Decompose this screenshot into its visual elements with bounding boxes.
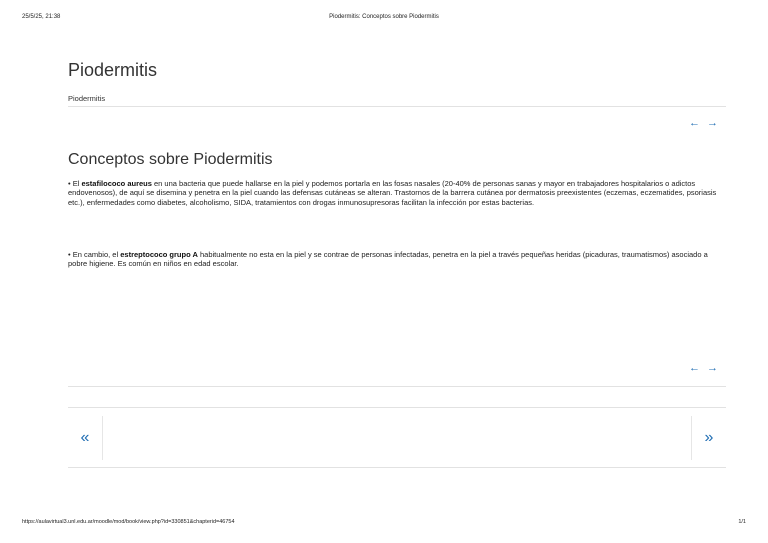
- paragraph-bold-term: estreptococo grupo A: [120, 250, 198, 259]
- chapter-nav-bottom: [689, 362, 720, 374]
- print-datetime: 25/5/25, 21:38: [22, 14, 61, 20]
- print-header: [22, 14, 746, 24]
- next-chapter-icon[interactable]: →: [707, 362, 720, 374]
- prev-chapter-icon[interactable]: ←: [688, 362, 702, 374]
- print-url: https://aulavirtual3.unl.edu.ar/moodle/mod/book/view.php?id=330851&chapterid=46754: [22, 519, 235, 525]
- print-doc-title: Piodermitis: Conceptos sobre Piodermitis: [329, 14, 439, 20]
- divider: [68, 386, 726, 387]
- prev-chapter-icon[interactable]: ←: [688, 117, 702, 129]
- next-page-button[interactable]: »: [691, 416, 726, 460]
- bottom-navigation: [68, 408, 726, 468]
- chapter-nav-top: [689, 117, 720, 129]
- print-footer: [22, 519, 746, 529]
- paragraph-lead: • En cambio, el: [68, 250, 121, 259]
- next-chapter-icon[interactable]: →: [707, 117, 720, 129]
- page-number: 1/1: [738, 519, 746, 525]
- divider: [68, 106, 726, 107]
- divider: [68, 467, 726, 468]
- book-title: Piodermitis: [68, 60, 158, 80]
- paragraph-lead: • El: [68, 179, 82, 188]
- chapter-title: Conceptos sobre Piodermitis: [68, 151, 273, 168]
- paragraph-text: habitualmente no esta en la piel y se contrae de personas infectadas, penetra en la piel a través pequeñas heridas (picaduras, traumatismos) asociado a pobre higiene. Es común en niños en edad escolar.: [68, 250, 708, 269]
- paragraph-bold-term: estafilococo aureus: [81, 179, 152, 188]
- paragraph-staphylococcus: [68, 179, 726, 207]
- previous-page-button[interactable]: «: [68, 416, 103, 460]
- breadcrumb[interactable]: Piodermitis: [68, 94, 106, 103]
- paragraph-streptococcus: [68, 250, 726, 269]
- paragraph-text: en una bacteria que puede hallarse en la piel y podemos portarla en las fosas nasales (20-40% de personas sanas y mayor en trabajadores hospitalarios o adictos endovenosos), de aquí se disemina y penetra en la piel cuando las defensas cutáneas se alteran. Trastornos de la barrera cutánea por dermatosis preexistentes (eczemas, eczematides, psoriasis etc.), enfermedades como diabetes, alcoholismo, SIDA, tratamientos con drogas inmunosupresoras facilitan la infección por estas bacterias.: [68, 179, 717, 207]
